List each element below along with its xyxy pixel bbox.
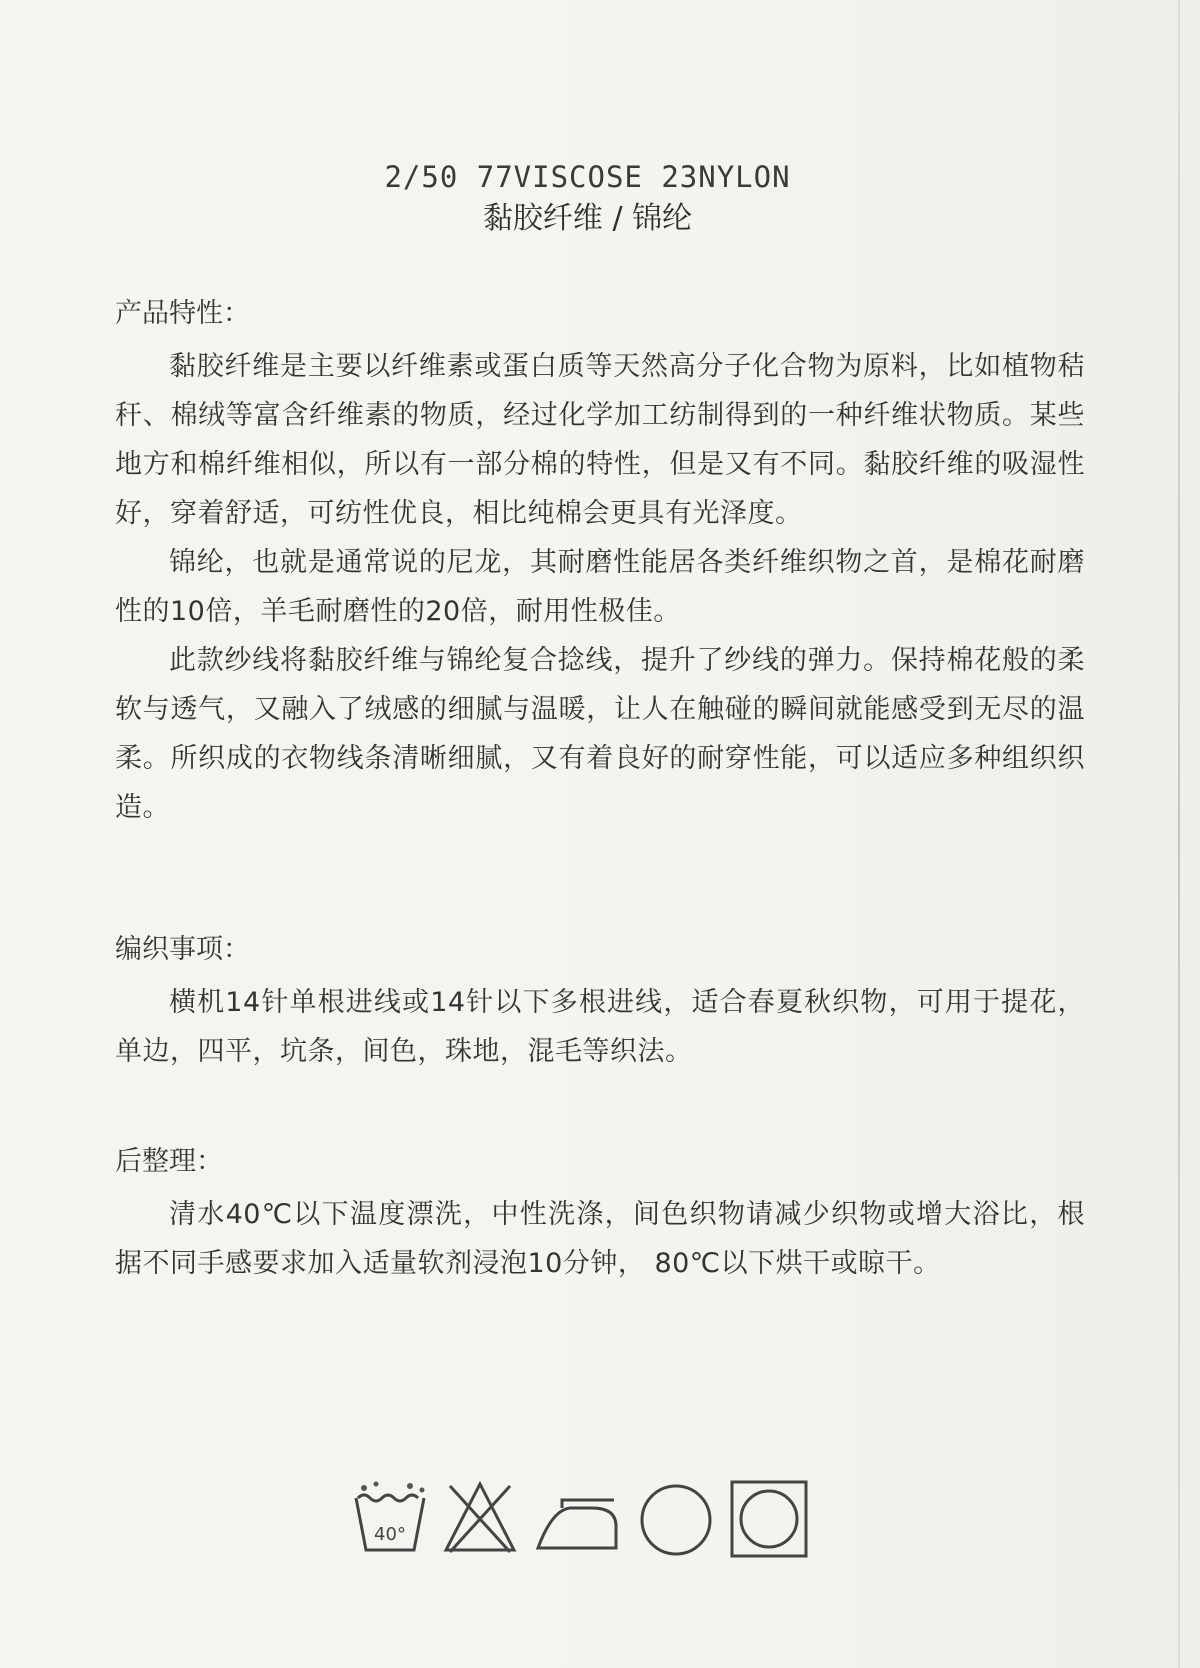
document-body <box>115 294 1085 1288</box>
section-finishing <box>115 1142 1085 1288</box>
svg-text:40°: 40° <box>374 1524 406 1545</box>
section-features <box>115 294 1085 832</box>
section-heading: 产品特性： <box>115 298 250 329</box>
page-edge <box>1178 0 1180 1668</box>
paragraph: 黏胶纤维是主要以纤维素或蛋白质等天然高分子化合物为原料，比如植物秸秆、棉绒等富含纤维素的物质，经过化学加工纺制得到的一种纤维状物质。某些地方和棉纤维相似，所以有一部分棉的特性，但是又有不同。黏胶纤维的吸湿性好，穿着舒适，可纺性优良，相比纯棉会更具有光泽度。 <box>115 351 1085 529</box>
no-bleach-icon <box>440 1478 520 1558</box>
section-knitting <box>115 930 1085 1076</box>
dry-clean-icon <box>636 1478 716 1558</box>
product-name: 黏胶纤维 / 锦纶 <box>482 201 693 236</box>
paragraph: 锦纶，也就是通常说的尼龙，其耐磨性能居各类纤维织物之首，是棉花耐磨性的10倍，羊毛耐磨性的20倍，耐用性极佳。 <box>115 547 1085 627</box>
product-code: 2/50 77VISCOSE 23NYLON <box>384 160 791 194</box>
tumble-dry-icon <box>728 1478 812 1562</box>
paragraph: 横机14针单根进线或14针以下多根进线，适合春夏秋织物，可用于提花，单边，四平，坑条，间色，珠地，混毛等织法。 <box>115 987 1085 1067</box>
wash-40-icon <box>350 1478 430 1558</box>
paragraph: 此款纱线将黏胶纤维与锦纶复合捻线，提升了纱线的弹力。保持棉花般的柔软与透气，又融入了绒感的细腻与温暖，让人在触碰的瞬间就能感受到无尽的温柔。所织成的衣物线条清晰细腻，又有着良好的耐穿性能，可以适应多种组织织造。 <box>115 645 1085 823</box>
paragraph: 清水40℃以下温度漂洗，中性洗涤，间色织物请减少织物或增大浴比，根据不同手感要求加入适量软剂浸泡10分钟， 80℃以下烘干或晾干。 <box>115 1199 1085 1279</box>
section-heading: 后整理： <box>115 1146 223 1177</box>
title-block <box>0 158 1175 240</box>
iron-icon <box>532 1478 622 1558</box>
section-heading: 编织事项： <box>115 934 250 965</box>
care-symbols <box>350 1478 820 1568</box>
